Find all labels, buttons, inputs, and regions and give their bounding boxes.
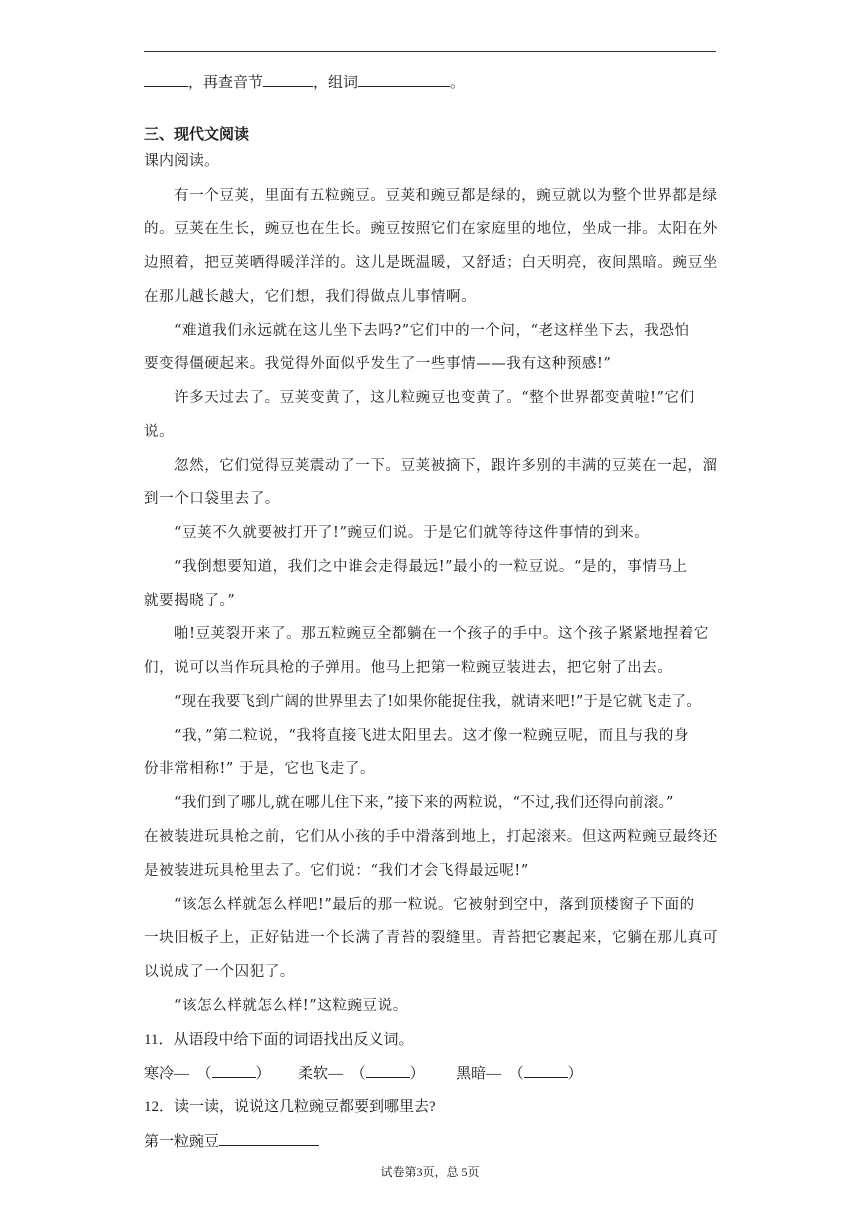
question-11-answers: 寒冷— （ ） 柔软— （ ） 黑暗— （ ）	[144, 1063, 583, 1084]
passage-line: 们，说可以当作玩具枪的子弹用。他马上把第一粒豌豆装进去，把它射了出去。	[144, 660, 673, 676]
passage-line: 份非常相称!” 于是，它也飞走了。	[144, 761, 376, 777]
passage-line: 以说成了一个囚犯了。	[144, 964, 295, 980]
passage-line: 忽然，它们觉得豆荚震动了一下。豆荚被摘下，跟许多别的丰满的豆荚在一起，溜	[174, 458, 718, 474]
answer-blank[interactable]	[219, 1131, 319, 1146]
passage-line: 要变得僵硬起来。我觉得外面似乎发生了一些事情——我有这种预感!”	[144, 356, 612, 372]
reading-intro: 课内阅读。	[144, 153, 220, 169]
passage-line: 边照着，把豆荚晒得暖洋洋的。这儿是既温暖，又舒适；白天明亮，夜间黑暗。豌豆坐	[144, 255, 718, 271]
section-title: 三、现代文阅读	[144, 125, 250, 143]
passage-line: “豆荚不久就要被打开了!”豌豆们说。于是它们就等待这件事情的到来。	[174, 525, 650, 541]
passage-line: 一块旧板子上，正好钻进一个长满了青苔的裂缝里。青苔把它裹起来，它躺在那儿真可	[144, 930, 718, 946]
question-12-answer: 第一粒豌豆	[144, 1131, 319, 1152]
answer-blank[interactable]	[263, 72, 313, 87]
question-12-stem: 12．读一读，说说这几粒豌豆都要到哪里去?	[144, 1099, 436, 1115]
antonym-blank[interactable]	[366, 1063, 410, 1078]
passage-line: “现在我要飞到广阔的世界里去了!如果你能捉住我，就请来吧!”于是它就飞走了。	[174, 694, 702, 710]
passage-line: “该怎么样就怎么样吧!”最后的那一粒说。它被射到空中，落到顶楼窗子下面的	[174, 897, 695, 913]
passage-line: 有一个豆荚，里面有五粒豌豆。豆荚和豌豆都是绿的，豌豆就以为整个世界都是绿	[174, 188, 718, 204]
answer-blank[interactable]	[358, 72, 450, 87]
answer-blank[interactable]	[144, 72, 188, 87]
passage-line: 啪!豆荚裂开来了。那五粒豌豆全都躺在一个孩子的手中。这个孩子紧紧地捏着它	[174, 626, 709, 642]
passage-line: “我倒想要知道，我们之中谁会走得最远!”最小的一粒豆说。“是的，事情马上	[174, 559, 688, 575]
passage-line: 到一个口袋里去了。	[144, 491, 280, 507]
passage-line: 是被装进玩具枪里去了。它们说：“我们才会飞得最远呢!”	[144, 863, 529, 879]
question-11-stem: 11．从语段中给下面的词语找出反义词。	[144, 1032, 414, 1048]
passage-line: 在被装进玩具枪之前，它们从小孩的手中滑落到地上，打起滚来。但这两粒豌豆最终还	[144, 829, 718, 845]
passage-line: “我们到了哪儿,就在哪儿住下来，”接下来的两粒说，“不过,我们还得向前滚。”	[174, 795, 674, 811]
passage-line: “我，”第二粒说，“我将直接飞进太阳里去。这才像一粒豌豆呢，而且与我的身	[174, 728, 690, 744]
passage-line: “该怎么样就怎么样!”这粒豌豆说。	[174, 998, 408, 1014]
passage-line: 说。	[144, 424, 175, 440]
passage-line: 的。豆荚在生长，豌豆也在生长。豌豆按照它们在家庭里的地位，坐成一排。太阳在外	[144, 221, 718, 237]
passage-line: 在那儿越长越大，它们想，我们得做点儿事情啊。	[144, 289, 477, 305]
passage-line: “难道我们永远就在这儿坐下去吗?”它们中的一个问，“老这样坐下去，我恐怕	[174, 323, 690, 339]
antonym-blank[interactable]	[524, 1063, 568, 1078]
page-footer: 试卷第3页，总 5页	[380, 1165, 480, 1179]
header-rule	[144, 51, 716, 52]
passage-line: 许多天过去了。豆荚变黄了，这儿粒豌豆也变黄了。“整个世界都变黄啦!”它们	[174, 390, 695, 406]
passage-line: 就要揭晓了。”	[144, 593, 236, 609]
question-fragment: ，再查音节 ，组词 。	[144, 72, 465, 93]
antonym-blank[interactable]	[212, 1063, 256, 1078]
